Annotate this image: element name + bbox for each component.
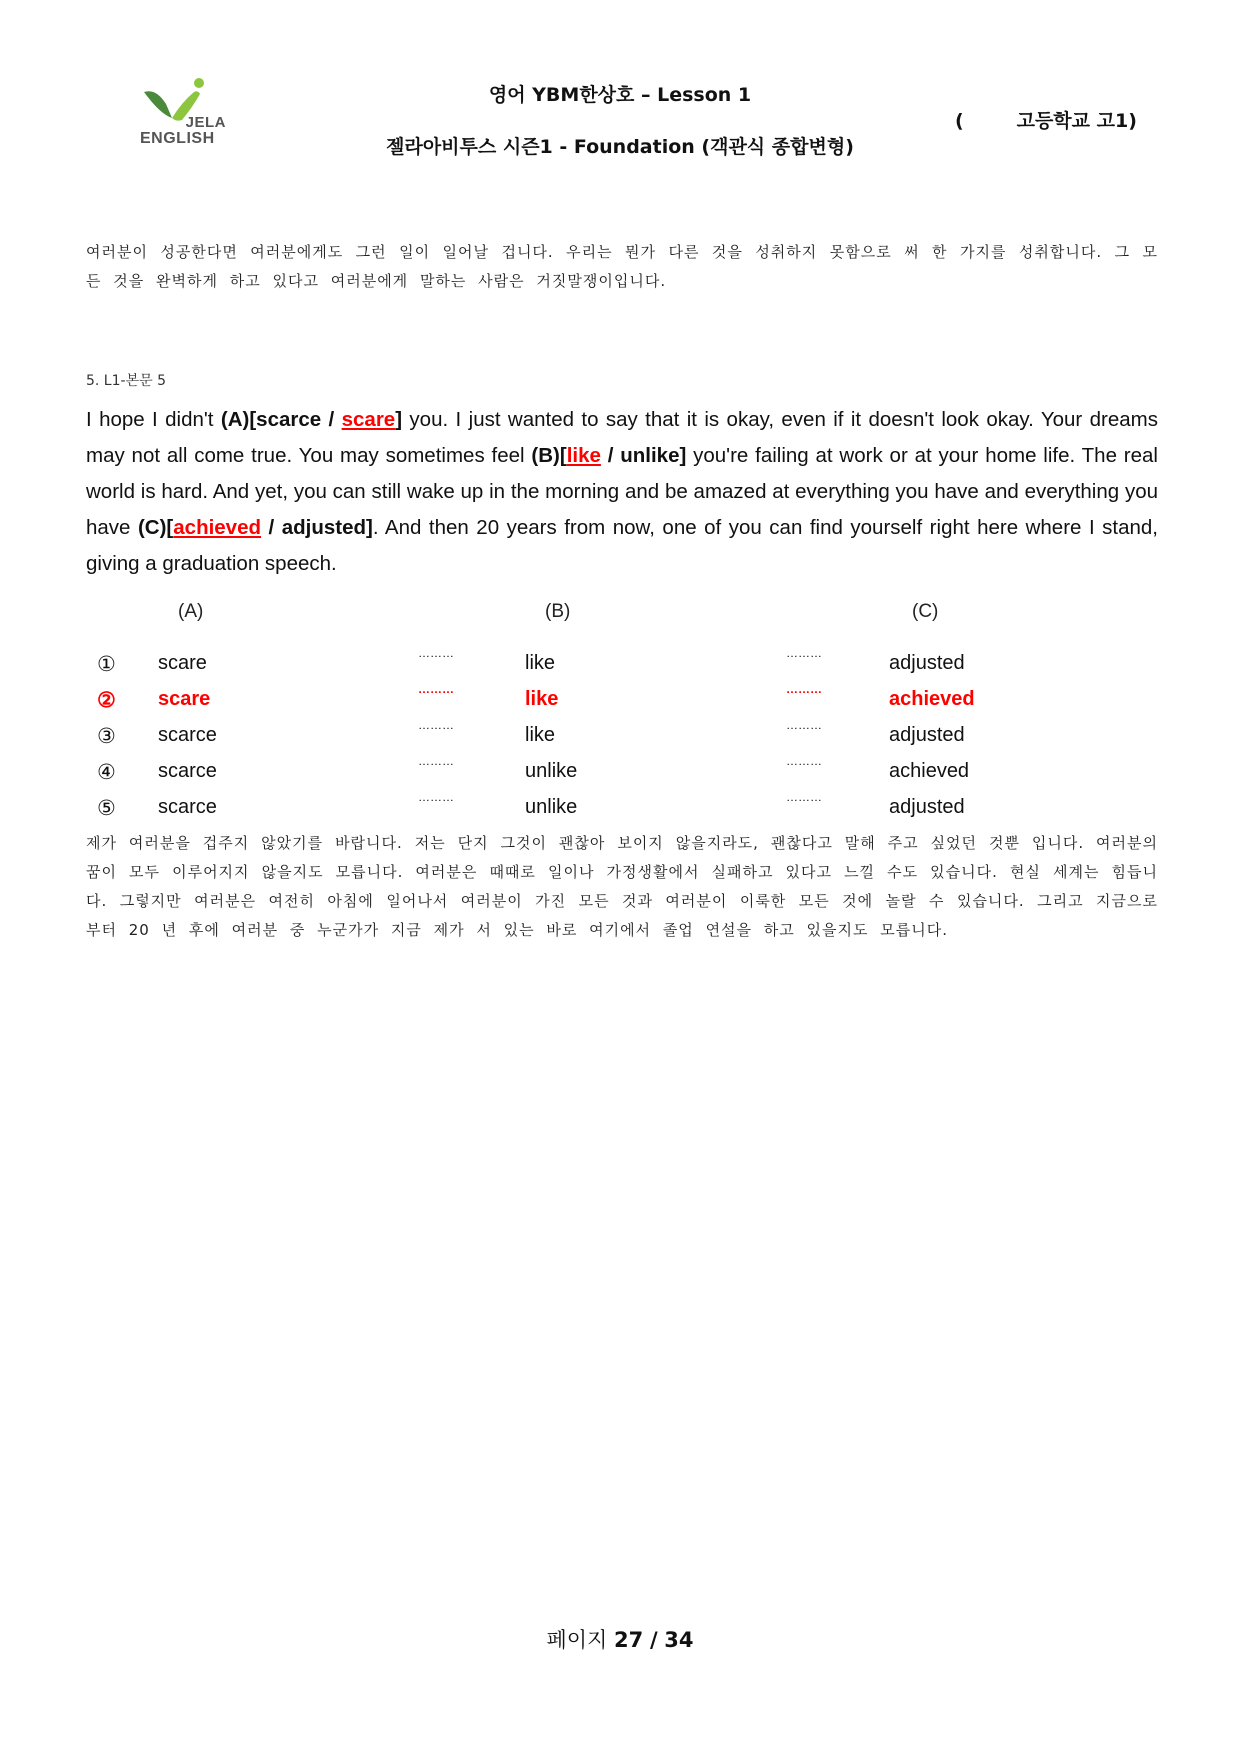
question-passage (86, 402, 1158, 582)
dotted-separator: ……… (418, 682, 454, 696)
passage-translation: 제가 여러분을 겁주지 않았기를 바랍니다. 저는 단지 그것이 괜찮아 보이지 않을지라도, 괜찮다고 말해 주고 싶었던 것뿐 입니다. 여러분의 꿈이 모두 이루어지지 않을지도 모릅니다. 여러분은 때때로 일이나 가정생활에서 실패하고 있다고 느낄 수도 있습니다. 현실 세계는 힘듭니다. 그렇지만 여러분은 여전히 아침에 일어나서 여러분이 가진 모든 것과 여러분이 이룩한 모든 것에 놀랄 수 있습니다. 그리고 지금으로부터 20 년 후에 여러분 중 누군가가 지금 제가 서 있는 바로 여기에서 졸업 연설을 하고 있을지도 모릅니다. (86, 834, 1158, 939)
option-a-value: scarce (158, 724, 217, 746)
option-b-value: like (525, 688, 559, 710)
option-c-value: adjusted (889, 652, 965, 674)
option-a-value: scarce (158, 796, 217, 818)
dotted-separator: ……… (418, 646, 454, 660)
option-c-value: adjusted (889, 724, 965, 746)
option-a-value: scare (158, 652, 207, 674)
answer-option-4[interactable] (0, 754, 1240, 796)
blank-c-close: / adjusted] (261, 516, 373, 539)
dotted-separator: ……… (418, 718, 454, 732)
passage-text: you. I just wanted to say that it is okay, even if it doesn't look okay. Your dreams may not all come true. You may sometimes feel (86, 408, 1158, 467)
logo-text-jela: JELA (185, 114, 226, 131)
current-page: 27 (614, 1628, 644, 1652)
answer-option-1[interactable] (0, 646, 1240, 688)
passage-text: you're failing at work or at your home life. The real world is hard. And yet, you can still wake up in the morning and be amazed at everything you have and everything you have (86, 444, 1158, 539)
blank-b-close: / unlike] (600, 444, 687, 467)
page-separator: / (649, 1628, 658, 1652)
previous-translation: 여러분이 성공한다면 여러분에게도 그런 일이 일어날 겁니다. 우리는 뭔가 다른 것을 성취하지 못함으로 써 한 가지를 성취합니다. 그 모든 것을 완벽하게 하고 있다고 여러분에게 말하는 사람은 거짓말쟁이입니다. (86, 243, 1158, 290)
blank-c-marker: (C)[ (137, 516, 174, 539)
page-number (0, 1624, 1240, 1654)
option-b-value: like (525, 652, 556, 674)
answer-option-3[interactable] (0, 718, 1240, 760)
option-number: ③ (97, 725, 116, 748)
option-c-value: achieved (889, 760, 970, 782)
option-number: ② (97, 689, 116, 712)
logo-text-english: ENGLISH (140, 130, 215, 147)
option-a-value: scarce (158, 760, 217, 782)
blank-c-answer: achieved (173, 516, 262, 539)
option-a-value: scare (158, 688, 211, 710)
total-pages: 34 (664, 1628, 694, 1652)
option-c-value: achieved (889, 688, 975, 710)
column-header-a: (A) (178, 601, 204, 622)
dotted-separator: ……… (786, 646, 822, 660)
dotted-separator: ……… (418, 790, 454, 804)
blank-a-marker: (A)[scarce / (220, 408, 342, 431)
dotted-separator: ……… (418, 754, 454, 768)
passage-text: I hope I didn't (86, 408, 221, 431)
option-number: ⑤ (97, 797, 116, 820)
blank-b-marker: (B)[ (531, 444, 567, 467)
dotted-separator: ……… (786, 790, 822, 804)
document-title: 영어 YBM한상호 – Lesson 1 (488, 84, 752, 106)
option-number: ① (97, 653, 116, 676)
blank-a-close: ] (395, 408, 403, 431)
option-number: ④ (97, 761, 116, 784)
answer-option-5[interactable] (0, 790, 1240, 832)
question-label: 5. L1-본문 5 (86, 373, 166, 389)
option-b-value: like (525, 724, 556, 746)
page-label: 페이지 (546, 1628, 608, 1652)
option-b-value: unlike (525, 796, 578, 818)
dotted-separator: ……… (786, 754, 822, 768)
document-subtitle: 젤라아비투스 시즌1 - Foundation (객관식 종합변형) (386, 136, 854, 158)
column-header-b: (B) (545, 601, 571, 622)
school-grade-label: ( 고등학교 고1) (955, 110, 1137, 132)
blank-a-answer: scare (341, 408, 396, 431)
passage-text: . And then 20 years from now, one of you can find yourself right here where I stand, giving a graduation speech. (86, 516, 1158, 575)
option-c-value: adjusted (889, 796, 965, 818)
blank-b-answer: like (566, 444, 601, 467)
column-header-c: (C) (912, 601, 939, 622)
dotted-separator: ……… (786, 718, 822, 732)
dotted-separator: ……… (786, 682, 822, 696)
answer-option-2-correct[interactable] (0, 682, 1240, 724)
option-b-value: unlike (525, 760, 578, 782)
